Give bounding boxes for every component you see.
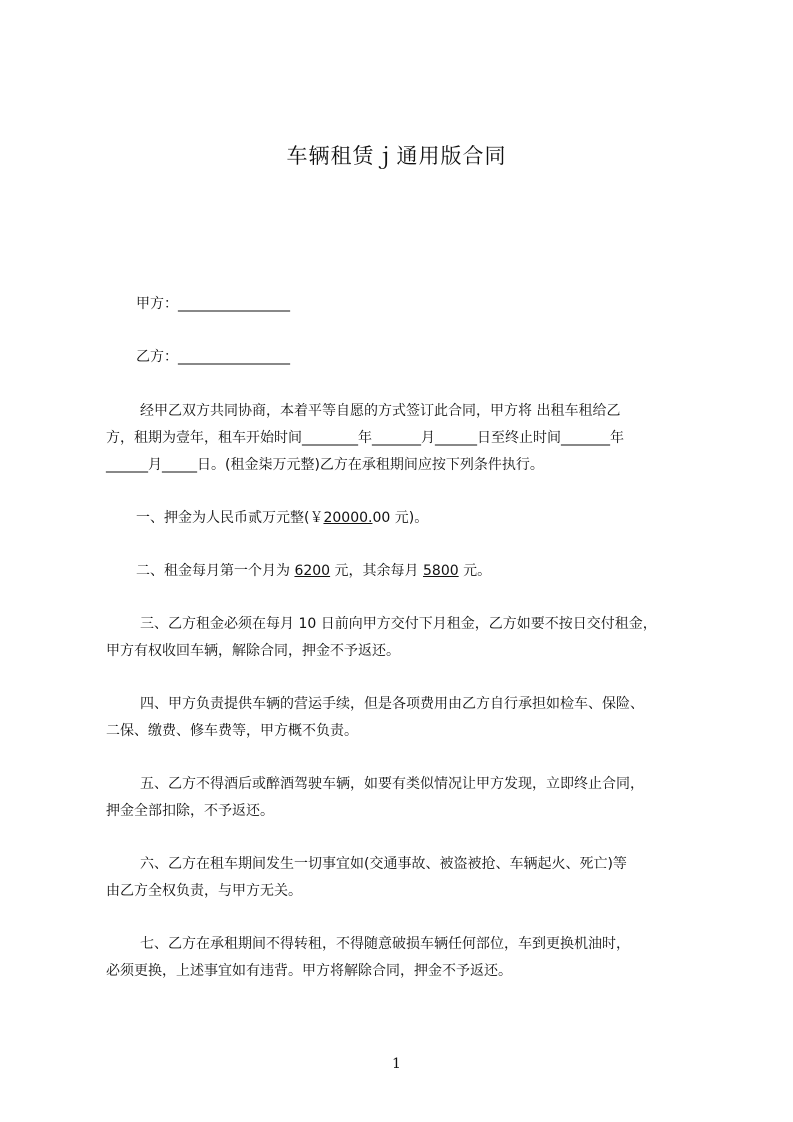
clause-2-mid: 元，其余每月 (330, 563, 423, 579)
clause-6-line-1: 六、乙方在租车期间发生一切事宜如(交通事故、被盗被抢、车辆起火、死亡)等 (140, 856, 627, 872)
clause-1-tail: 00 元)。 (372, 510, 429, 526)
intro-line-1: 经甲乙双方共同协商，本着平等自愿的方式签订此合同，甲方将 出租车租给乙 (140, 403, 621, 419)
deposit-amount: 20000. (323, 510, 373, 526)
clause-7-line-2: 必须更换，上述事宜如有违背。甲方将解除合同，押金不予返还。 (106, 963, 512, 979)
page-number: 1 (392, 1056, 401, 1072)
clause-2-tail: 元。 (458, 563, 492, 579)
clause-5-line-1: 五、乙方不得酒后或醉酒驾驶车辆，如要有类似情况让甲方发现，立即终止合同， (140, 776, 644, 792)
intro-line-2: 方，租期为壹年，租车开始时间________年_______月______日至终止时间_______年 (106, 430, 624, 446)
clause-1 (136, 507, 428, 527)
clause-1-text: 一、押金为人民币贰万元整(￥ (136, 510, 324, 526)
first-month-rent: 6200 (294, 563, 331, 579)
clause-6-line-2: 由乙方全权负责，与甲方无关。 (106, 883, 302, 899)
clause-2 (136, 560, 491, 580)
party-a-line: 甲方：________________ (136, 296, 290, 312)
clause-4-line-1: 四、甲方负责提供车辆的营运手续，但是各项费用由乙方自行承担如检车、保险、 (140, 696, 644, 712)
monthly-rent: 5800 (423, 563, 459, 579)
clause-4-line-2: 二保、缴费、修车费等，甲方概不负责。 (106, 723, 358, 739)
clause-2-text: 二、租金每月第一个月为 (136, 563, 295, 579)
clause-3-line-1: 三、乙方租金必须在每月 10 日前向甲方交付下月租金，乙方如要不按日交付租金， (140, 616, 657, 632)
clause-5-line-2: 押金全部扣除，不予返还。 (106, 803, 274, 819)
document-title: 车辆租赁ｊ通用版合同 (286, 144, 507, 168)
party-b-line: 乙方：________________ (136, 349, 290, 365)
clause-7-line-1: 七、乙方在承租期间不得转租，不得随意破损车辆任何部位，车到更换机油时， (140, 936, 630, 952)
clause-3-line-2: 甲方有权收回车辆，解除合同，押金不予返还。 (106, 643, 400, 659)
intro-line-3: ______月_____日。(租金柒万元整)乙方在承租期间应按下列条件执行。 (106, 457, 544, 473)
